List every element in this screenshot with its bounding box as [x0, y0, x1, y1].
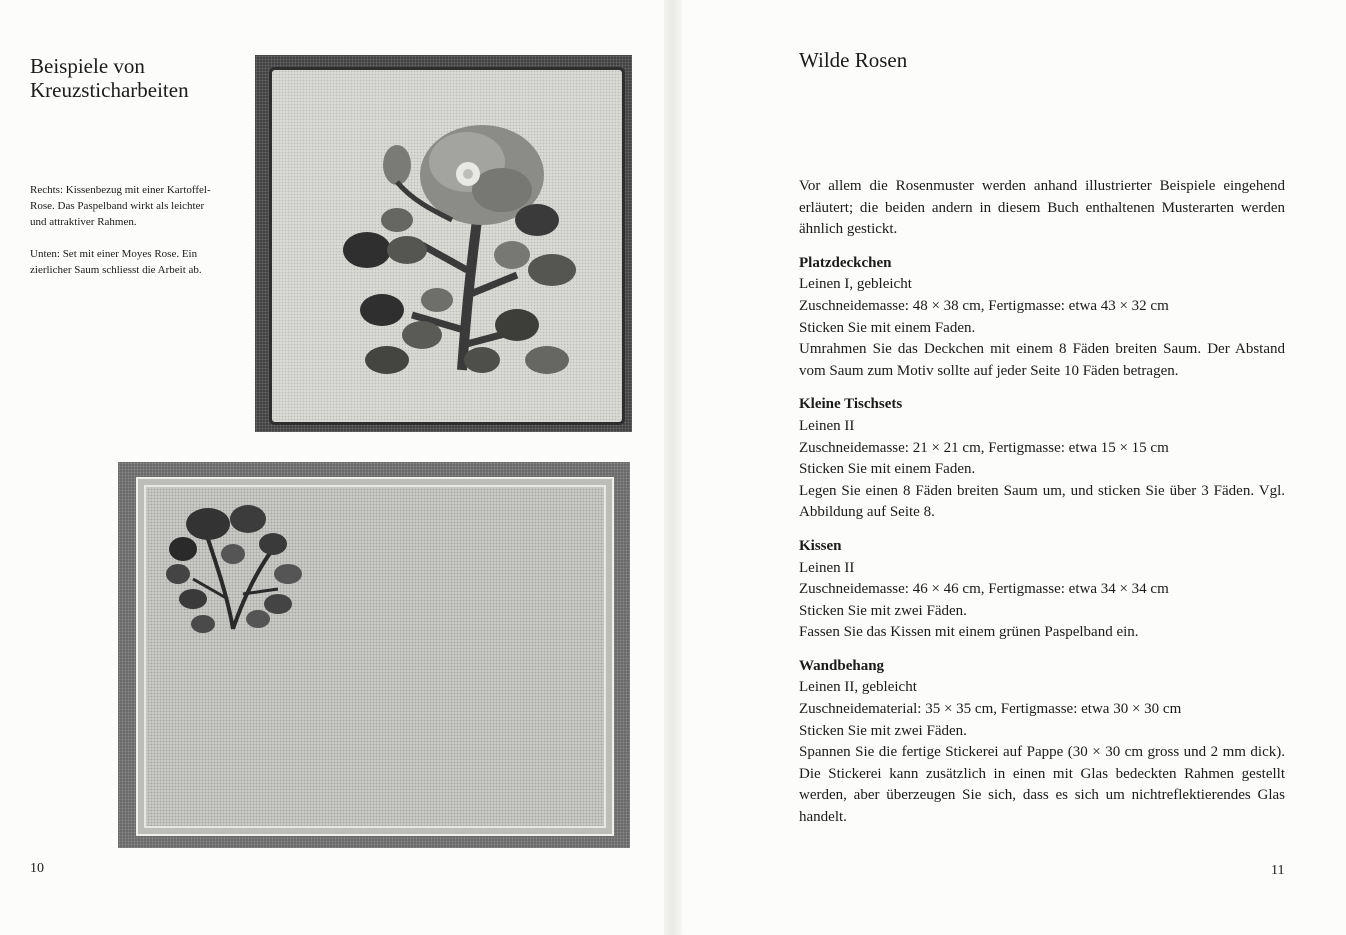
section-heading: Kleine Tischsets: [799, 396, 903, 413]
section-line: Zuschneidemasse: 21 × 21 cm, Fertigmasse: etwa 15 × 15 cm: [799, 439, 1169, 456]
right-page-body: [799, 176, 1285, 841]
book-gutter: [664, 0, 682, 935]
section-line: Leinen II: [799, 559, 855, 576]
section-line: Spannen Sie die fertige Stickerei auf Pappe (30 × 30 cm gross und 2 mm dick). Die Stickerei kann zusätzlich in einen mit Glas bedeckten Rahmen gestellt werden, aber überzeugen Sie sich, dass es sich um nichtreflektierendes Glas handelt.: [799, 744, 1285, 826]
section-heading: Kissen: [799, 537, 842, 554]
caption-right: Rechts: Kissenbezug mit einer Kartoffel-Rose. Das Paspelband wirkt als leichter und attraktiver Rahmen.: [30, 184, 211, 228]
left-page-number: 10: [30, 861, 44, 876]
section-line: Fassen Sie das Kissen mit einem grünen Paspelband ein.: [799, 624, 1139, 641]
left-title-line-1: Beispiele von: [30, 54, 145, 78]
placemat-fabric: [136, 477, 614, 836]
left-title-line-2: Kreuzsticharbeiten: [30, 78, 189, 102]
right-page-title: Wilde Rosen: [799, 48, 908, 72]
section-line: Sticken Sie mit zwei Fäden.: [799, 722, 967, 739]
intro-paragraph: Vor allem die Rosenmuster werden anhand illustrierter Beispiele eingehend erläutert; die beiden andern in diesem Buch enthaltenen Musterarten werden ähnlich gestickt.: [799, 178, 1285, 238]
section-line: Umrahmen Sie das Deckchen mit einem 8 Fäden breiten Saum. Der Abstand vom Saum zum Motiv sollte auf jeder Seite 10 Fäden betragen.: [799, 341, 1285, 379]
moyes-rose-embroidery-illustration: [138, 479, 612, 834]
section-line: Leinen I, gebleicht: [799, 276, 912, 293]
section-kissen: [799, 536, 1285, 644]
section-line: Zuschneidemasse: 48 × 38 cm, Fertigmasse: etwa 43 × 32 cm: [799, 297, 1169, 314]
section-line: Legen Sie einen 8 Fäden breiten Saum um, und sticken Sie über 3 Fäden. Vgl. Abbildung auf Seite 8.: [799, 482, 1285, 521]
placemat-photo: [118, 462, 630, 848]
section-line: Sticken Sie mit zwei Fäden.: [799, 602, 967, 619]
section-line: Leinen II, gebleicht: [799, 679, 917, 696]
section-heading: Wandbehang: [799, 657, 885, 674]
cushion-photo: [255, 55, 632, 432]
section-wandbehang: [799, 656, 1285, 829]
section-line: Sticken Sie mit einem Faden.: [799, 319, 976, 336]
section-heading: Platzdeckchen: [799, 254, 892, 271]
section-kleine-tischsets: [799, 394, 1285, 524]
left-page-title: [30, 54, 189, 102]
rose-embroidery-illustration: [272, 70, 622, 422]
photo-captions: [30, 182, 220, 294]
caption-below: Unten: Set mit einer Moyes Rose. Ein zierlicher Saum schliesst die Arbeit ab.: [30, 248, 202, 276]
section-line: Leinen II: [799, 417, 855, 434]
cushion-fabric: [269, 67, 625, 425]
section-line: Sticken Sie mit einem Faden.: [799, 461, 976, 478]
right-page-number: 11: [1271, 863, 1285, 878]
section-line: Zuschneidemasse: 46 × 46 cm, Fertigmasse: etwa 34 × 34 cm: [799, 581, 1169, 598]
section-platzdeckchen: [799, 253, 1285, 383]
section-line: Zuschneidematerial: 35 × 35 cm, Fertigmasse: etwa 30 × 30 cm: [799, 701, 1182, 718]
